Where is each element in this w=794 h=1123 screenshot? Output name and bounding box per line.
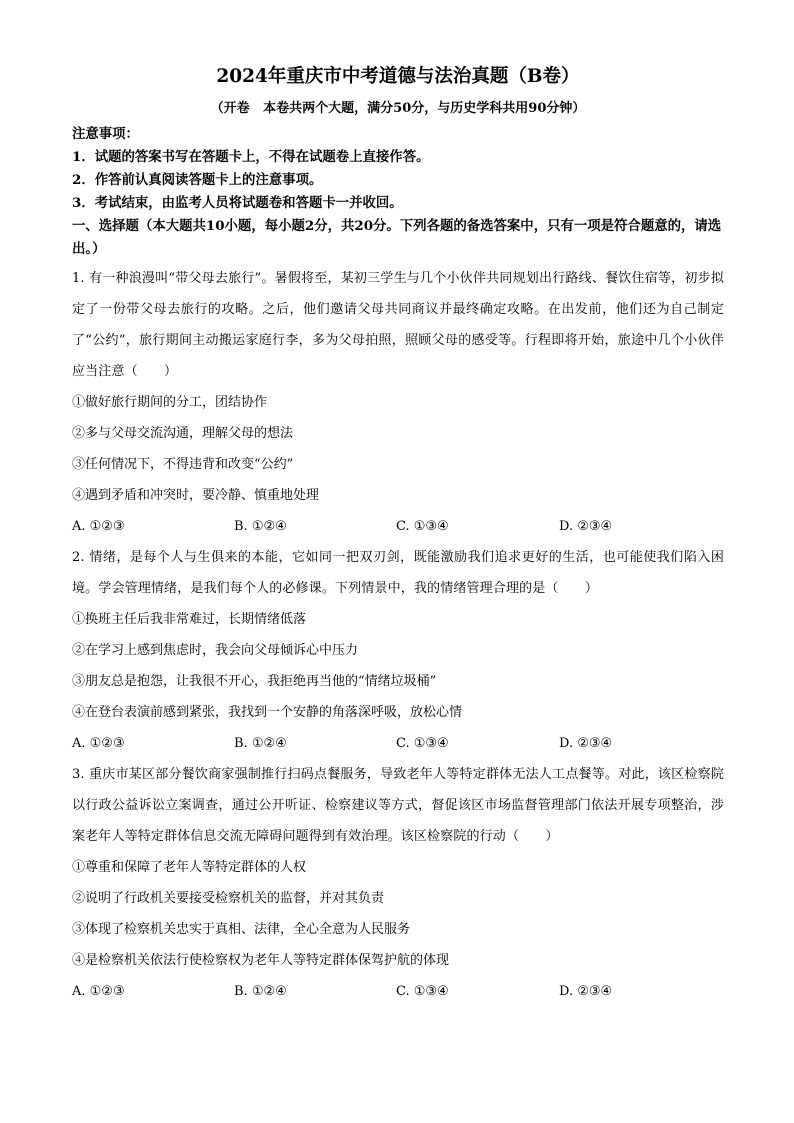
statement-option: ③体现了检察机关忠实于真相、法律，全心全意为人民服务 xyxy=(72,922,411,937)
statement-option: ②在学习上感到焦虑时，我会向父母倾诉心中压力 xyxy=(72,643,359,658)
choice-a: A. ①②③ xyxy=(72,984,125,999)
notice-heading: 注意事项： xyxy=(72,126,139,142)
statement-option: ①尊重和保障了老年人等特定群体的人权 xyxy=(72,860,307,875)
choice-a: A. ①②③ xyxy=(72,736,125,751)
choice-b: B. ①②④ xyxy=(234,519,287,534)
notice-item: 3．考试结束，由监考人员将试题卷和答题卡一并收回。 xyxy=(72,195,403,211)
question-stem: 2. 情绪，是每个人与生俱来的本能，它如同一把双刃剑，既能激励我们追求更好的生活，也可能使我们陷入困境。学会管理情绪，是我们每个人的必修课。下列情景中，我的情绪管理合理的是（ ） xyxy=(72,550,724,596)
statement-option: ③任何情况下，不得违背和改变“公约” xyxy=(72,457,294,472)
exam-page xyxy=(72,64,724,1007)
choice-b: B. ①②④ xyxy=(234,984,287,999)
statement-option: ①换班主任后我非常难过，长期情绪低落 xyxy=(72,612,307,627)
question-2 xyxy=(72,542,724,759)
question-1 xyxy=(72,263,724,542)
section-heading: 一、选择题（本大题共10小题，每小题2分，共20分。下列各题的备选答案中，只有一项是符合题意的，请选出。） xyxy=(72,218,722,257)
statement-option: ④遇到矛盾和冲突时，要冷静、慎重地处理 xyxy=(72,488,320,503)
statement-option: ②多与父母交流沟通，理解父母的想法 xyxy=(72,426,294,441)
choice-c: C. ①③④ xyxy=(396,736,449,751)
exam-subtitle: （开卷 本卷共两个大题，满分50分，与历史学科共用90分钟） xyxy=(210,101,586,116)
notice-item: 1．试题的答案书写在答题卡上，不得在试题卷上直接作答。 xyxy=(72,149,430,165)
choice-d: D. ②③④ xyxy=(559,736,613,751)
statement-option: ④是检察机关依法行使检察权为老年人等特定群体保驾护航的体现 xyxy=(72,953,450,968)
choice-c: C. ①③④ xyxy=(396,519,449,534)
notice-item: 2．作答前认真阅读答题卡上的注意事项。 xyxy=(72,172,323,188)
statement-option: ③朋友总是抱怨，让我很不开心，我拒绝再当他的“情绪垃圾桶” xyxy=(72,674,437,689)
notice-block xyxy=(72,123,724,215)
answer-choices xyxy=(72,728,724,759)
statement-option: ①做好旅行期间的分工，团结协作 xyxy=(72,395,268,410)
choice-d: D. ②③④ xyxy=(559,984,613,999)
choice-a: A. ①②③ xyxy=(72,519,125,534)
choice-d: D. ②③④ xyxy=(559,519,613,534)
statement-option: ②说明了行政机关要接受检察机关的监督，并对其负责 xyxy=(72,891,385,906)
page-title: 2024年重庆市中考道德与法治真题（B卷） xyxy=(216,66,580,87)
choice-b: B. ①②④ xyxy=(234,736,287,751)
choice-c: C. ①③④ xyxy=(396,984,449,999)
question-stem: 1. 有一种浪漫叫“带父母去旅行”。暑假将至，某初三学生与几个小伙伴共同规划出行路线、餐饮住宿等，初步拟定了一份带父母去旅行的攻略。之后，他们邀请父母共同商议并最终确定攻略。在出发前，他们还为自己制定了“公约”，旅行期间主动搬运家庭行李，多为父母拍照，照顾父母的感受等。行程即将开始，旅途中几个小伙伴应当注意（ ） xyxy=(72,271,724,379)
answer-choices xyxy=(72,976,724,1007)
statement-option: ④在登台表演前感到紧张，我找到一个安静的角落深呼吸，放松心情 xyxy=(72,705,463,720)
answer-choices xyxy=(72,511,724,542)
question-stem: 3. 重庆市某区部分餐饮商家强制推行扫码点餐服务，导致老年人等特定群体无法人工点餐等。对此，该区检察院以行政公益诉讼立案调查，通过公开听证、检察建议等方式，督促该区市场监督管理部门依法开展专项整治，涉案老年人等特定群体信息交流无障碍问题得到有效治理。该区检察院的行动（ ） xyxy=(72,767,724,844)
question-3 xyxy=(72,759,724,1007)
